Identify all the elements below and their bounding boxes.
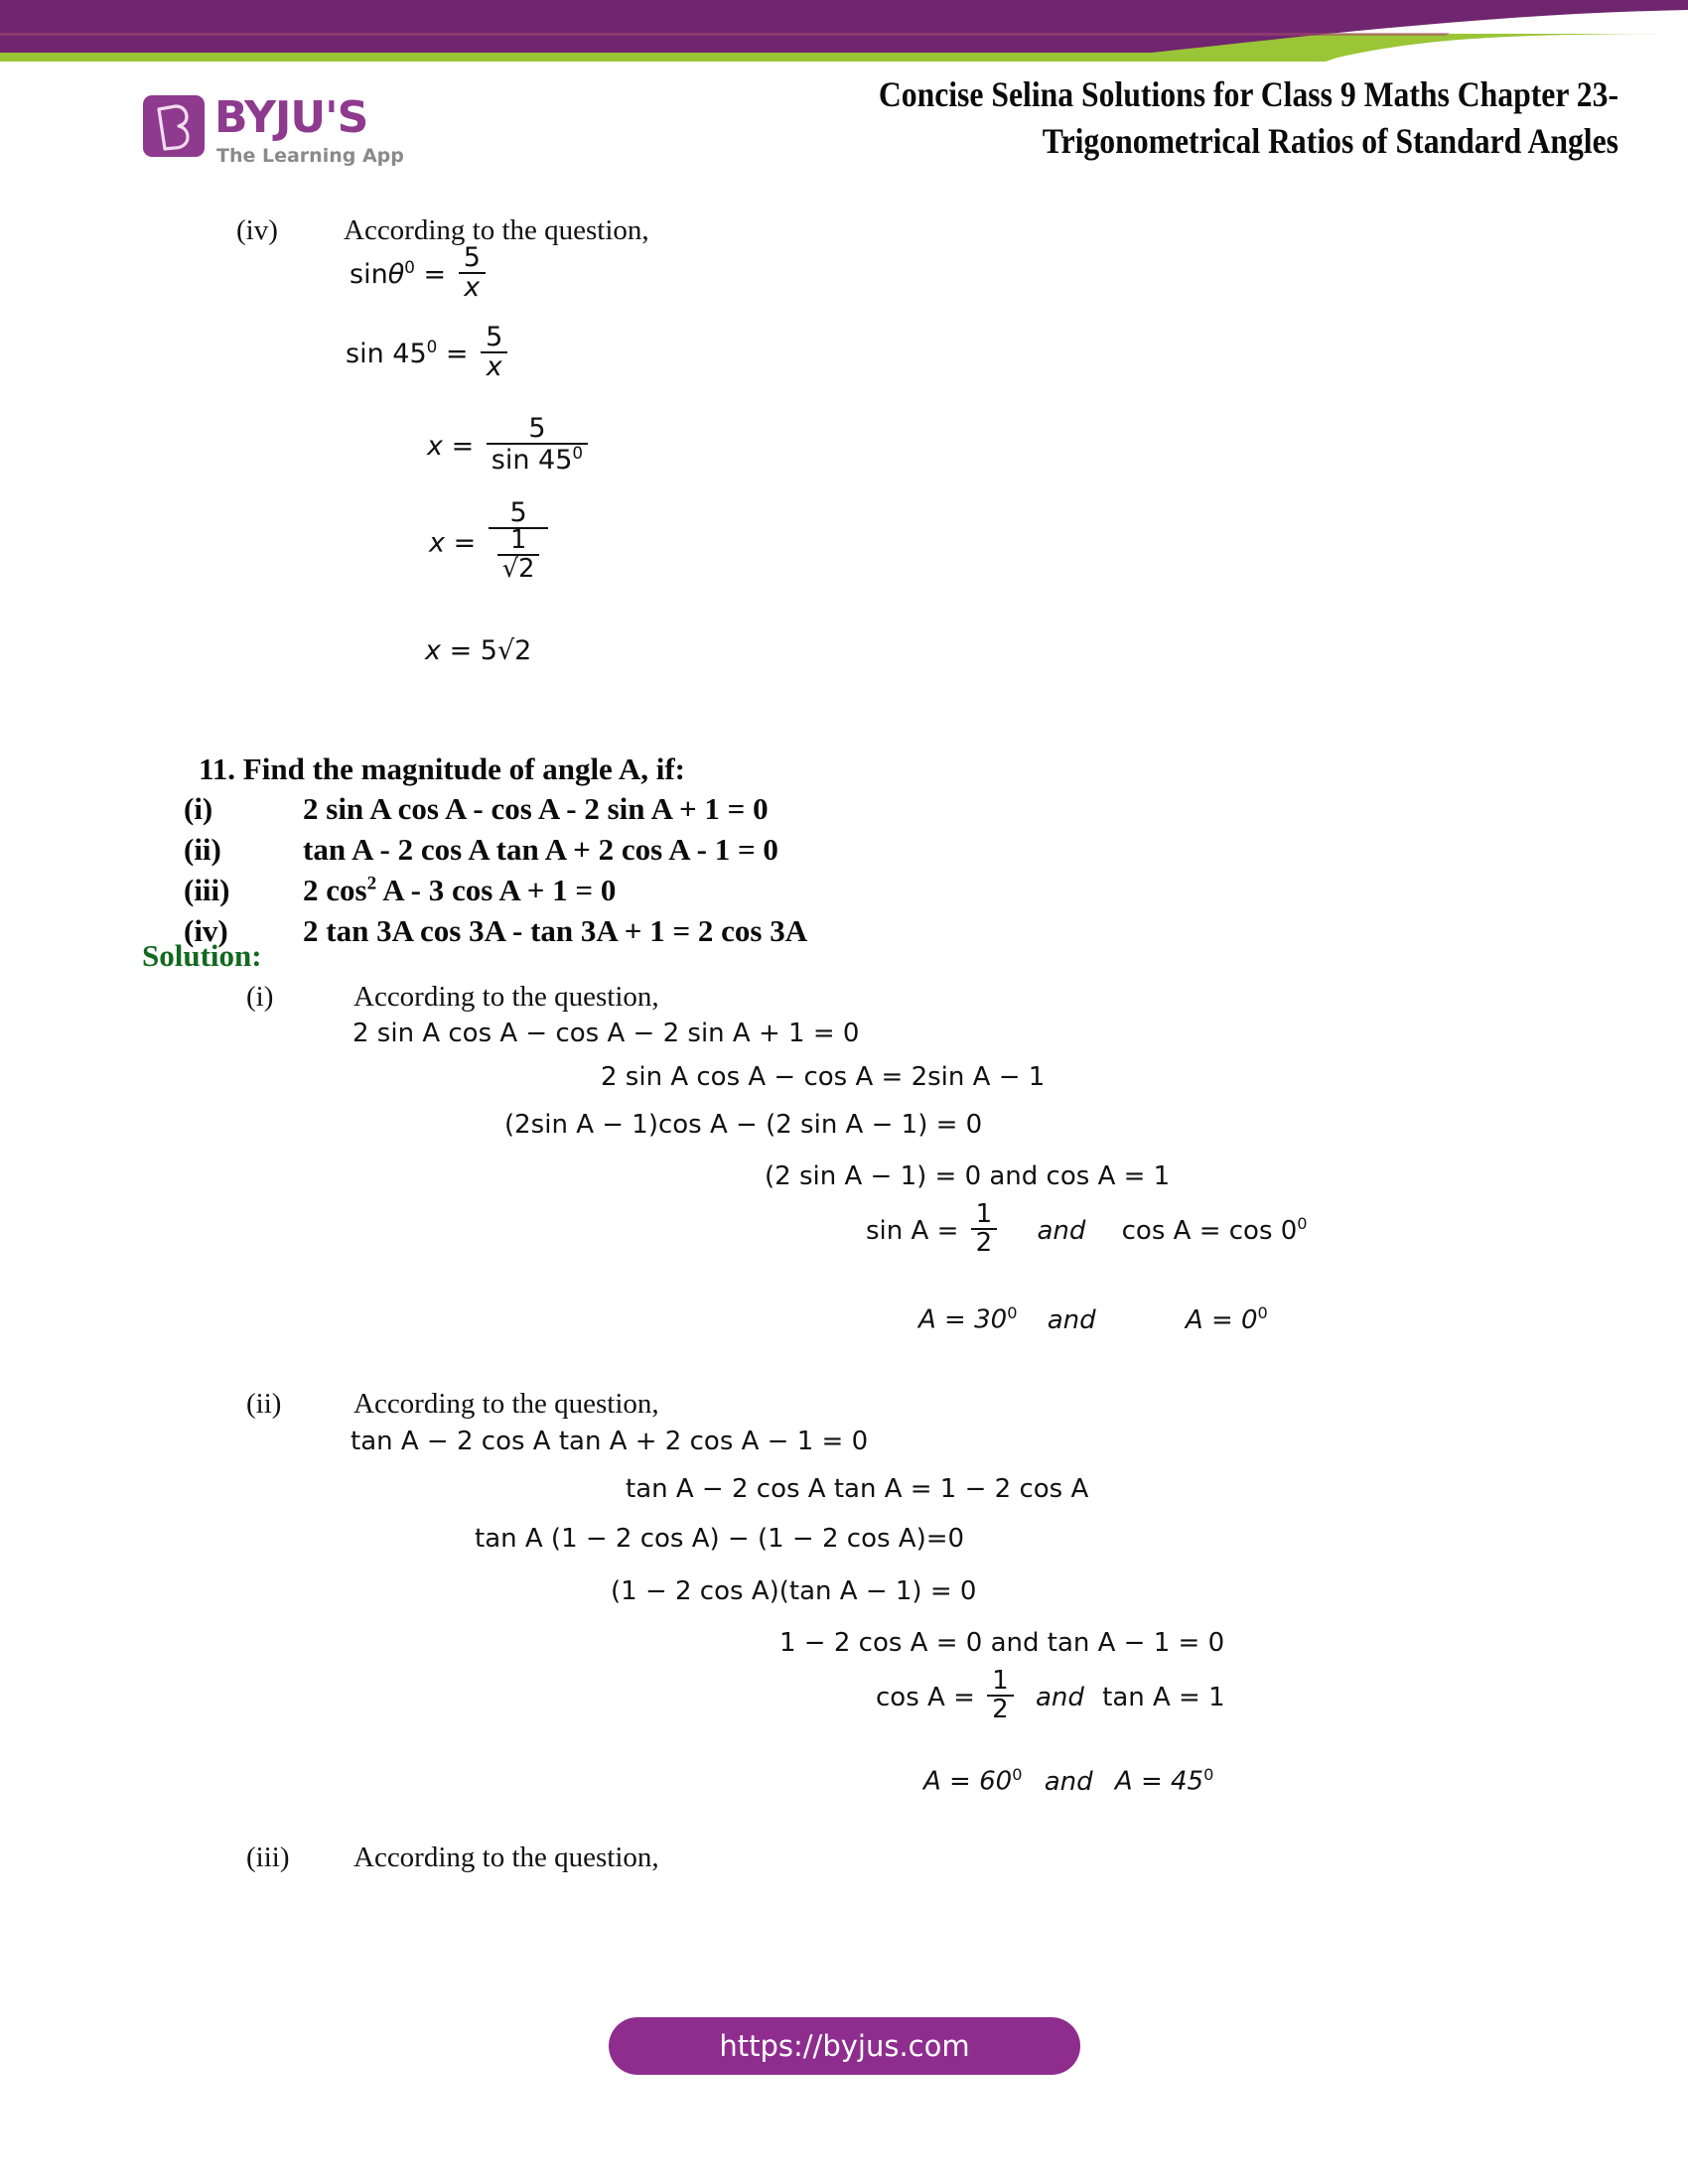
solution-i-cos0-degree: 0 bbox=[1297, 1214, 1308, 1234]
eq-sin45-fraction bbox=[481, 324, 507, 382]
eq-sin45-angle: 45 bbox=[392, 338, 427, 369]
eq-sin45-row bbox=[346, 322, 511, 384]
eq-sin-theta-denominator: x bbox=[459, 272, 486, 302]
question-11-item-i-roman: (i) bbox=[184, 791, 213, 826]
solution-ii-line-3: tan A (1 − 2 cos A) − (1 − 2 cos A)=0 bbox=[475, 1524, 965, 1554]
eq-x-root-equals: = bbox=[453, 527, 477, 559]
eq-sin-theta-degree: 0 bbox=[404, 256, 415, 277]
page-title-line1: Concise Selina Solutions for Class 9 Maths Chapter 23- bbox=[878, 74, 1618, 114]
page-title bbox=[806, 71, 1618, 165]
eq-final-x-var: x bbox=[425, 635, 441, 666]
eq-x-equals-5root2-row bbox=[425, 635, 531, 666]
solution-i-roman: (i) bbox=[246, 981, 274, 1013]
solution-i-line-4: (2 sin A − 1) = 0 and cos A = 1 bbox=[765, 1161, 1171, 1191]
eq-sin45-equals: = bbox=[445, 338, 469, 369]
eq-x-root-numerator: 5 bbox=[509, 497, 527, 528]
solution-i-sinA-label: sin A = bbox=[866, 1215, 959, 1246]
part-iv-intro-row bbox=[236, 214, 649, 247]
eq-x-over-sin45-den-text: sin 45 bbox=[491, 445, 573, 477]
solution-ii-intro-text: According to the question, bbox=[353, 1388, 659, 1420]
eq-x-over-sin45-denominator bbox=[487, 443, 588, 475]
solution-i-line-5 bbox=[866, 1199, 1308, 1260]
eq-x-root-var: x bbox=[429, 527, 445, 559]
question-11-item-iv-text: 2 tan 3A cos 3A - tan 3A + 1 = 2 cos 3A bbox=[303, 913, 808, 948]
solution-ii-line-5: 1 − 2 cos A = 0 and tan A − 1 = 0 bbox=[779, 1628, 1225, 1658]
solution-iii-intro-text: According to the question, bbox=[353, 1842, 659, 1873]
question-11-item-i-text: 2 sin A cos A - cos A - 2 sin A + 1 = 0 bbox=[303, 791, 769, 826]
solution-i-cosA-label: cos A = cos 0 bbox=[1121, 1215, 1298, 1246]
solution-i-intro-text: According to the question, bbox=[353, 981, 659, 1013]
byjus-wordmark: BYJU'S bbox=[214, 92, 368, 143]
solution-i-line-2: 2 sin A cos A − cos A = 2sin A − 1 bbox=[601, 1062, 1046, 1092]
question-11-item-iii-roman: (iii) bbox=[184, 873, 230, 907]
solution-i-half-fraction bbox=[971, 1201, 998, 1258]
byjus-logo-mark bbox=[143, 95, 205, 157]
eq-x-root-outer-fraction bbox=[489, 499, 549, 585]
question-11-item-i bbox=[184, 791, 769, 827]
solution-i-answer-left: A = 30 bbox=[918, 1304, 1008, 1335]
solution-ii-half-fraction bbox=[987, 1668, 1014, 1724]
solution-ii-line-2: tan A − 2 cos A tan A = 1 − 2 cos A bbox=[626, 1474, 1089, 1504]
byjus-tagline: The Learning App bbox=[216, 145, 404, 167]
eq-x-root-inner-denominator: √2 bbox=[497, 554, 540, 583]
part-iv-intro-text: According to the question, bbox=[344, 214, 649, 246]
solution-i-answer-right-degree: 0 bbox=[1257, 1303, 1268, 1322]
question-11-item-iii-exponent: 2 bbox=[366, 873, 377, 894]
eq-sin-theta-angle: θ bbox=[387, 258, 405, 290]
eq-sin45-numerator: 5 bbox=[486, 322, 503, 352]
page-title-line2: Trigonometrical Ratios of Standard Angles bbox=[1042, 121, 1618, 161]
eq-sin-theta-fraction bbox=[459, 244, 486, 303]
eq-final-x-value: 5√2 bbox=[480, 635, 532, 666]
eq-x-over-sin45-var: x bbox=[427, 430, 443, 462]
solution-i-half-denominator: 2 bbox=[971, 1228, 998, 1257]
eq-x-over-one-root-two-row bbox=[429, 497, 552, 587]
solution-i-line-6 bbox=[918, 1303, 1268, 1335]
question-11-item-ii-roman: (ii) bbox=[184, 832, 221, 867]
eq-x-over-sin45-fraction bbox=[487, 415, 588, 476]
eq-sin-theta-numerator: 5 bbox=[463, 242, 481, 273]
solution-iii-intro-row bbox=[246, 1842, 659, 1874]
solution-ii-line-6 bbox=[876, 1666, 1225, 1726]
solution-i-and-1: and bbox=[1037, 1215, 1086, 1246]
eq-final-x-equals: = bbox=[449, 635, 473, 666]
eq-x-over-sin45-equals: = bbox=[451, 430, 475, 462]
solution-ii-answer-left-degree: 0 bbox=[1012, 1765, 1023, 1784]
byjus-logo bbox=[143, 92, 441, 175]
solution-ii-line-4: (1 − 2 cos A)(tan A − 1) = 0 bbox=[611, 1576, 977, 1606]
solution-i-and-2: and bbox=[1047, 1304, 1096, 1335]
solution-ii-and-2: and bbox=[1044, 1766, 1093, 1797]
solution-i-intro-row bbox=[246, 981, 659, 1014]
part-iv-roman: (iv) bbox=[236, 214, 278, 246]
eq-x-root-denominator bbox=[489, 527, 549, 585]
question-11-item-iii bbox=[184, 873, 616, 908]
solution-ii-half-numerator: 1 bbox=[992, 1666, 1009, 1696]
solution-ii-intro-row bbox=[246, 1388, 659, 1421]
eq-sin-theta-row bbox=[350, 242, 490, 305]
eq-sin-theta-equals: = bbox=[423, 258, 447, 290]
question-11-item-ii bbox=[184, 832, 778, 868]
solution-label: Solution: bbox=[142, 938, 262, 973]
eq-sin45-denominator: x bbox=[481, 351, 507, 381]
solution-ii-answer-right: A = 45 bbox=[1114, 1766, 1204, 1797]
solution-ii-cosA-label: cos A = bbox=[876, 1682, 975, 1712]
solution-ii-half-denominator: 2 bbox=[987, 1695, 1014, 1723]
solution-ii-answer-left: A = 60 bbox=[923, 1766, 1013, 1797]
question-11-item-ii-text: tan A - 2 cos A tan A + 2 cos A - 1 = 0 bbox=[303, 832, 778, 867]
byjus-b-glyph-icon bbox=[143, 95, 205, 157]
solution-ii-line-1: tan A − 2 cos A tan A + 2 cos A − 1 = 0 bbox=[351, 1427, 869, 1456]
solution-ii-tanA-label: tan A = 1 bbox=[1102, 1682, 1225, 1712]
eq-x-root-inner-numerator: 1 bbox=[509, 525, 527, 556]
eq-x-over-sin45-numerator: 5 bbox=[528, 413, 546, 444]
footer-url-text: https://byjus.com bbox=[719, 2029, 970, 2063]
solution-ii-and-1: and bbox=[1035, 1682, 1084, 1712]
banner-purple-curve bbox=[0, 0, 1688, 53]
solution-ii-line-7 bbox=[923, 1765, 1213, 1797]
question-11-heading: 11. Find the magnitude of angle A, if: bbox=[199, 751, 686, 786]
question-11-item-iv bbox=[184, 913, 807, 949]
solution-i-answer-left-degree: 0 bbox=[1007, 1303, 1018, 1322]
solution-iii-roman: (iii) bbox=[246, 1842, 290, 1873]
solution-i-line-1: 2 sin A cos A − cos A − 2 sin A + 1 = 0 bbox=[352, 1019, 860, 1048]
solution-i-line-3: (2sin A − 1)cos A − (2 sin A − 1) = 0 bbox=[504, 1110, 983, 1140]
question-11-item-iv-roman: (iv) bbox=[184, 913, 228, 948]
banner-divider-line bbox=[0, 33, 1450, 36]
question-11-item-iii-text-pre: 2 cos bbox=[303, 873, 367, 907]
eq-sin45-degree: 0 bbox=[426, 336, 438, 356]
question-11-item-iii-text-post: A - 3 cos A + 1 = 0 bbox=[376, 873, 617, 907]
eq-x-over-sin45-den-degree: 0 bbox=[572, 443, 584, 464]
solution-i-answer-right: A = 0 bbox=[1185, 1304, 1258, 1335]
eq-x-root-inner-fraction bbox=[497, 527, 540, 583]
solution-i-half-numerator: 1 bbox=[975, 1199, 993, 1229]
footer-url-pill[interactable] bbox=[609, 2017, 1080, 2075]
eq-sin45-lhs: sin bbox=[346, 338, 384, 369]
eq-sin-theta-lhs: sin bbox=[350, 258, 388, 290]
eq-x-over-sin45-row bbox=[427, 413, 592, 478]
solution-ii-answer-right-degree: 0 bbox=[1203, 1765, 1214, 1784]
solution-ii-roman: (ii) bbox=[246, 1388, 282, 1420]
